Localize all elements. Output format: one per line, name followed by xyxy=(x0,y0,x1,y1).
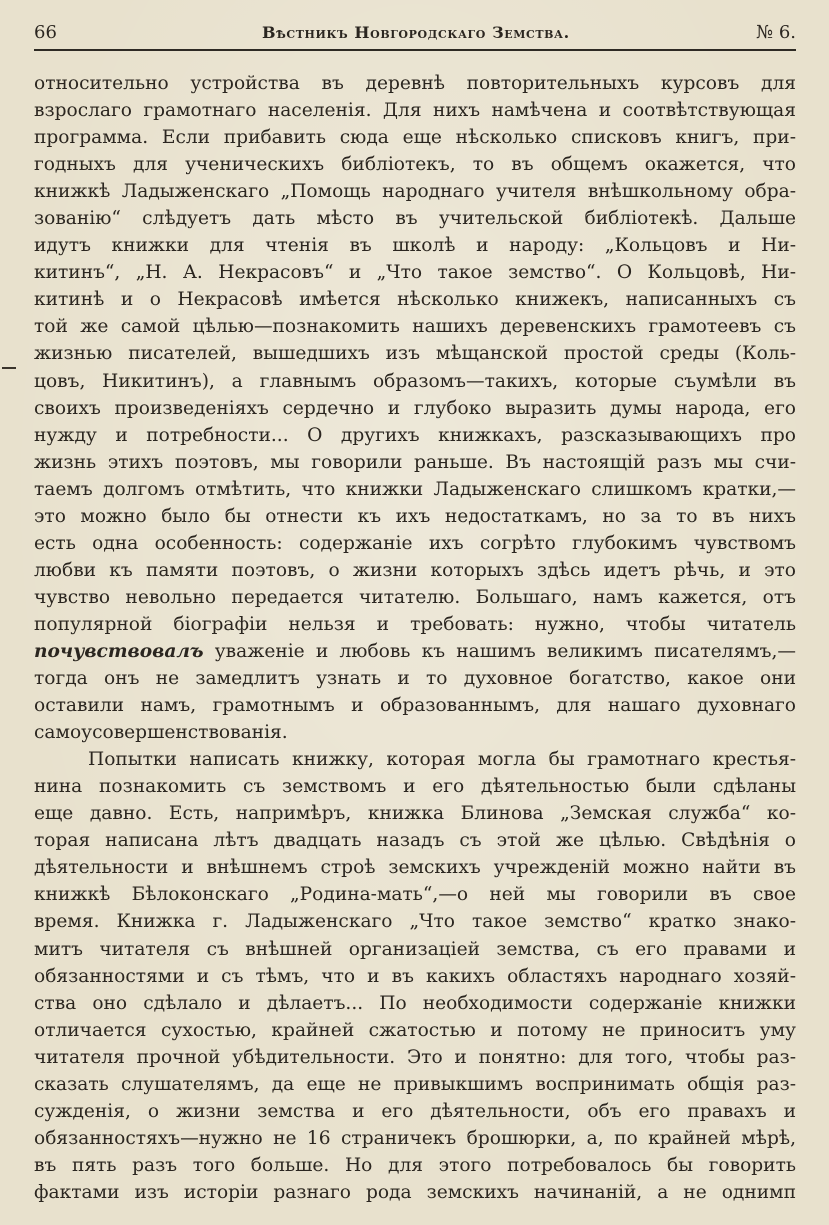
text-line: сужденія, о жизни земства и его дѣятельности, объ его правахъ и xyxy=(34,1100,796,1122)
page-header xyxy=(34,20,796,46)
header-rule xyxy=(34,49,796,51)
text-line: митъ читателя съ внѣшней организаціей земства, съ его правами и xyxy=(34,938,796,960)
text-line: таемъ долгомъ отмѣтить, что книжки Ладыженскаго слишкомъ кратки,— xyxy=(34,478,796,500)
text-line: чувство невольно передается читателю. Большаго, намъ кажется, отъ xyxy=(34,586,796,608)
text-line-italic xyxy=(34,638,796,665)
text-line: въ пять разъ того больше. Но для этого потребовалось бы говорить xyxy=(34,1154,796,1176)
text-line: книжкѣ Бѣлоконскаго „Родина-мать“,—о ней мы говорили въ свое xyxy=(34,884,796,906)
text-line: нина познакомить съ земствомъ и его дѣятельностью были сдѣланы xyxy=(34,776,796,798)
text-line: тогда онъ не замедлитъ узнать и то духовное богатство, какое они xyxy=(34,668,796,690)
text-line: время. Книжка г. Ладыженскаго „Что такое земство“ кратко знако- xyxy=(34,911,796,933)
paragraph-end-line: самоусовершенствованія. xyxy=(34,722,288,744)
journal-title: Вѣстникъ Новгородскаго Земства. xyxy=(262,23,570,42)
text-line: идутъ книжки для чтенія въ школѣ и народу: „Кольцовъ и Ни- xyxy=(34,235,796,257)
italic-line-rest: уваженіе и любовь къ нашимъ великимъ писателямъ,— xyxy=(203,640,796,662)
text-line: дѣятельности и внѣшнемъ строѣ земскихъ учрежденій можно найти въ xyxy=(34,857,796,879)
text-line: это можно было бы отнести къ ихъ недостаткамъ, но за то въ нихъ xyxy=(34,505,796,527)
text-line: сказать слушателямъ, да еще не привыкшимъ воспринимать общія раз- xyxy=(34,1073,796,1095)
text-line: еще давно. Есть, напримѣръ, книжка Блинова „Земская служба“ ко- xyxy=(34,803,796,825)
text-line: есть одна особенность: содержаніе ихъ согрѣто глубокимъ чувствомъ xyxy=(34,532,796,554)
issue-number: № 6. xyxy=(756,22,796,43)
text-line: книжкѣ Ладыженскаго „Помощь народнаго учителя внѣшкольному обра- xyxy=(34,181,796,203)
text-line: программа. Если прибавить сюда еще нѣсколько списковъ книгъ, при- xyxy=(34,127,796,149)
text-line: фактами изъ исторіи разнаго рода земскихъ начинаній, а не однимп xyxy=(34,1181,796,1203)
text-line: жизнь этихъ поэтовъ, мы говорили раньше. Въ настоящій разъ мы счи- xyxy=(34,451,796,473)
text-line: своихъ произведеніяхъ сердечно и глубоко выразить думы народа, его xyxy=(34,397,796,419)
text-line: зованію“ слѣдуетъ дать мѣсто въ учительской библіотекѣ. Дальше xyxy=(34,208,796,230)
text-line: цовъ, Никитинъ), а главнымъ образомъ—такихъ, которые съумѣли въ xyxy=(34,370,796,392)
text-line: популярной біографіи нельзя и требовать: нужно, чтобы читатель xyxy=(34,613,796,635)
text-line: любви къ памяти поэтовъ, о жизни которыхъ здѣсь идетъ рѣчь, и это xyxy=(34,559,796,581)
text-line: относительно устройства въ деревнѣ повторительныхъ курсовъ для xyxy=(34,73,796,94)
text-line: той же самой цѣлью—познакомить нашихъ деревенскихъ грамотеевъ съ xyxy=(34,316,796,338)
text-line: взрослаго грамотнаго населенія. Для нихъ намѣчена и соотвѣтствующая xyxy=(34,100,796,122)
italic-word: почувствовалъ xyxy=(34,640,204,662)
text-line: нужду и потребности... О другихъ книжкахъ, разсказывающихъ про xyxy=(34,424,796,446)
text-line: читателя прочной убѣдительности. Это и понятно: для того, чтобы раз- xyxy=(34,1046,796,1068)
text-line: обязанностяхъ—нужно не 16 страничекъ брошюрки, а, по крайней мѣрѣ, xyxy=(34,1127,796,1149)
page-number: 66 xyxy=(34,22,57,43)
text-line: торая написана лѣтъ двадцать назадъ съ этой же цѣлью. Свѣдѣнія о xyxy=(34,830,796,852)
text-line: ства оно сдѣлало и дѣлаетъ... По необходимости содержаніе книжки xyxy=(34,992,796,1014)
text-line: обязанностями и съ тѣмъ, что и въ какихъ областяхъ народнаго хозяй- xyxy=(34,965,796,987)
text-line: оставили намъ, грамотнымъ и образованнымъ, для нашаго духовнаго xyxy=(34,695,796,717)
text-line: жизнью писателей, вышедшихъ изъ мѣщанской простой среды (Коль- xyxy=(34,343,796,365)
text-line: годныхъ для ученическихъ библіотекъ, то въ общемъ окажется, что xyxy=(34,154,796,176)
text-line: китинъ“, „Н. А. Некрасовъ“ и „Что такое земство“. О Кольцовѣ, Ни- xyxy=(34,262,796,284)
margin-mark xyxy=(2,367,16,369)
text-line: отличается сухостью, крайней сжатостью и потому не приноситъ уму xyxy=(34,1019,796,1041)
paragraph-start-line: Попытки написать книжку, которая могла бы грамотнаго крестья- xyxy=(88,749,796,771)
text-line: китинѣ и о Некрасовѣ имѣется нѣсколько книжекъ, написанныхъ съ xyxy=(34,289,796,311)
body-text xyxy=(34,70,796,1206)
